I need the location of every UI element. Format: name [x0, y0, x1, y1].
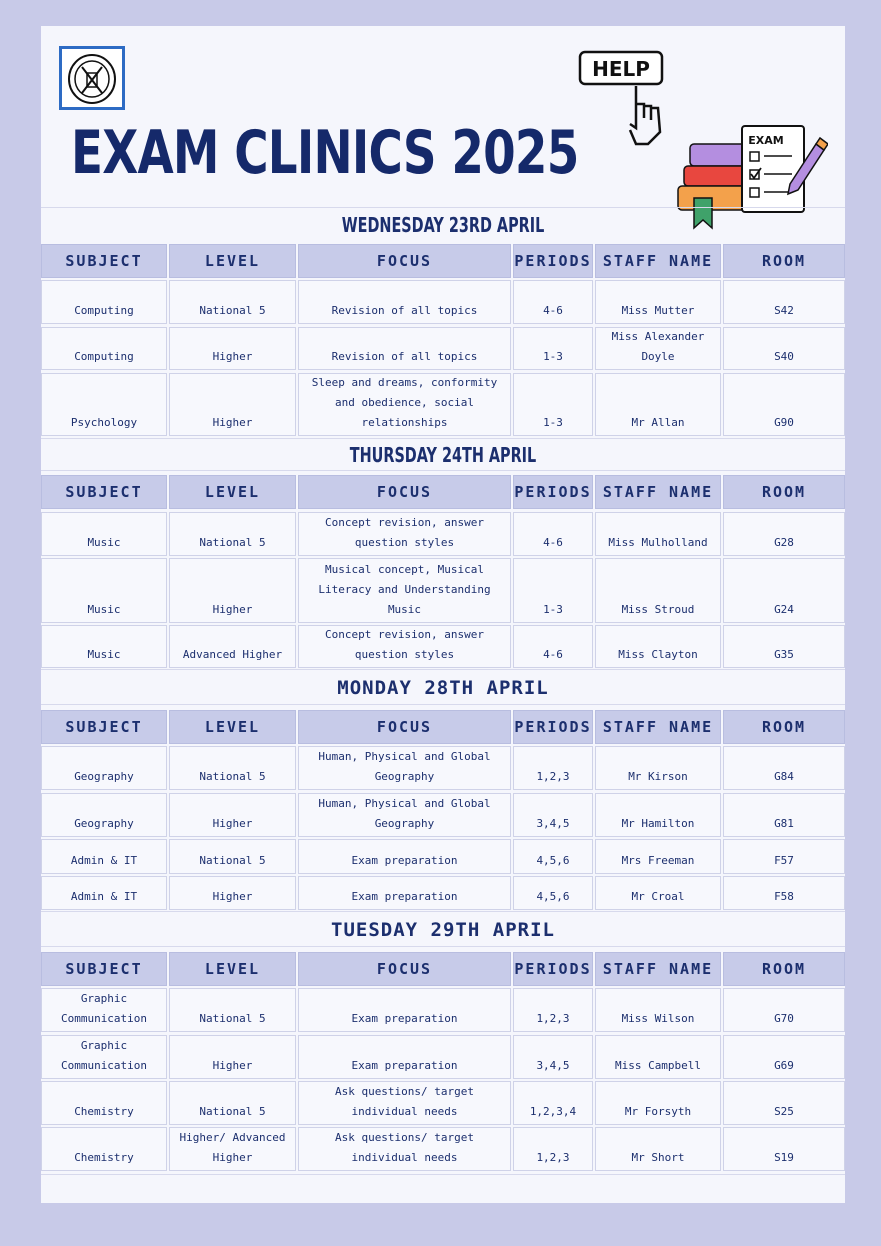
table-row [41, 839, 845, 874]
cell-focus: Exam preparation [298, 839, 511, 874]
table-row [41, 327, 845, 370]
cell-level: National 5 [169, 988, 296, 1032]
cell-room: G69 [723, 1035, 845, 1079]
day-heading: MONDAY 28TH APRIL [337, 677, 549, 699]
header-staff-name: STAFF NAME [595, 475, 721, 509]
table-header-row [41, 952, 845, 986]
divider-line [41, 911, 845, 912]
day-heading: WEDNESDAY 23RD APRIL [341, 213, 545, 237]
cell-level: National 5 [169, 280, 296, 324]
cell-room: S42 [723, 280, 845, 324]
cell-subject: Chemistry [41, 1081, 167, 1125]
cell-room: F58 [723, 876, 845, 910]
cell-focus: Human, Physical and Global Geography [298, 793, 511, 837]
cell-room: G24 [723, 558, 845, 623]
cell-periods: 4-6 [513, 512, 593, 556]
exam-help-illustration [578, 48, 828, 233]
cell-periods: 1-3 [513, 558, 593, 623]
cell-room: S40 [723, 327, 845, 370]
header-focus: FOCUS [298, 244, 511, 278]
cell-staff-name: Mr Hamilton [595, 793, 721, 837]
cell-level: Higher [169, 876, 296, 910]
cell-periods: 1,2,3 [513, 988, 593, 1032]
header-staff-name: STAFF NAME [595, 952, 721, 986]
cell-focus: Musical concept, Musical Literacy and Understanding Music [298, 558, 511, 623]
cell-room: S19 [723, 1127, 845, 1171]
divider-line [41, 207, 845, 208]
cell-room: G90 [723, 373, 845, 436]
cell-subject: Geography [41, 746, 167, 790]
cell-subject: Music [41, 512, 167, 556]
table-header-row [41, 244, 845, 278]
header-level: LEVEL [169, 244, 296, 278]
cell-room: S25 [723, 1081, 845, 1125]
school-crest-logo [59, 46, 125, 110]
table-row [41, 988, 845, 1032]
cell-periods: 4-6 [513, 280, 593, 324]
cell-focus: Sleep and dreams, conformity and obedience, social relationships [298, 373, 511, 436]
day-heading: TUESDAY 29TH APRIL [331, 919, 555, 941]
header-room: ROOM [723, 475, 845, 509]
cell-subject: Geography [41, 793, 167, 837]
header-periods: PERIODS [513, 952, 593, 986]
cell-staff-name: Mrs Freeman [595, 839, 721, 874]
header-periods: PERIODS [513, 244, 593, 278]
cell-staff-name: Miss Campbell [595, 1035, 721, 1079]
table-row [41, 1035, 845, 1079]
table-header-row [41, 710, 845, 744]
cell-subject: Admin & IT [41, 839, 167, 874]
table-row [41, 1081, 845, 1125]
header-focus: FOCUS [298, 475, 511, 509]
cell-staff-name: Mr Croal [595, 876, 721, 910]
cell-subject: Chemistry [41, 1127, 167, 1171]
cell-periods: 3,4,5 [513, 793, 593, 837]
cell-staff-name: Miss Stroud [595, 558, 721, 623]
cell-focus: Ask questions/ target individual needs [298, 1081, 511, 1125]
header-subject: SUBJECT [41, 475, 167, 509]
cell-room: G84 [723, 746, 845, 790]
table-row [41, 373, 845, 436]
header-periods: PERIODS [513, 475, 593, 509]
cell-subject: Music [41, 558, 167, 623]
header-room: ROOM [723, 710, 845, 744]
header-staff-name: STAFF NAME [595, 710, 721, 744]
cell-focus: Revision of all topics [298, 280, 511, 324]
cell-periods: 4,5,6 [513, 876, 593, 910]
cell-room: G28 [723, 512, 845, 556]
cell-level: Higher [169, 558, 296, 623]
header-focus: FOCUS [298, 710, 511, 744]
cell-subject: Psychology [41, 373, 167, 436]
cell-staff-name: Miss Clayton [595, 625, 721, 668]
page-title: EXAM CLINICS 2025 [71, 118, 579, 188]
cell-level: National 5 [169, 839, 296, 874]
cell-room: F57 [723, 839, 845, 874]
cell-staff-name: Mr Allan [595, 373, 721, 436]
header-periods: PERIODS [513, 710, 593, 744]
cell-focus: Concept revision, answer question styles [298, 512, 511, 556]
exam-label: EXAM [748, 134, 784, 147]
cell-staff-name: Mr Short [595, 1127, 721, 1171]
cell-staff-name: Miss Alexander Doyle [595, 327, 721, 370]
cell-subject: Graphic Communication [41, 1035, 167, 1079]
cell-focus: Revision of all topics [298, 327, 511, 370]
header-level: LEVEL [169, 475, 296, 509]
table-row [41, 876, 845, 910]
table-row [41, 512, 845, 556]
cell-focus: Human, Physical and Global Geography [298, 746, 511, 790]
cell-focus: Exam preparation [298, 988, 511, 1032]
cell-focus: Ask questions/ target individual needs [298, 1127, 511, 1171]
cell-periods: 1-3 [513, 373, 593, 436]
cell-level: Advanced Higher [169, 625, 296, 668]
divider-line [41, 946, 845, 947]
header-subject: SUBJECT [41, 710, 167, 744]
help-label: HELP [592, 57, 650, 81]
divider-line [41, 669, 845, 670]
divider-line [41, 704, 845, 705]
cell-staff-name: Miss Mutter [595, 280, 721, 324]
cell-level: Higher [169, 1035, 296, 1079]
cell-room: G70 [723, 988, 845, 1032]
cell-level: Higher [169, 373, 296, 436]
cell-level: Higher [169, 793, 296, 837]
cell-staff-name: Mr Forsyth [595, 1081, 721, 1125]
header-staff-name: STAFF NAME [595, 244, 721, 278]
cell-level: Higher/ Advanced Higher [169, 1127, 296, 1171]
header-subject: SUBJECT [41, 244, 167, 278]
table-row [41, 625, 845, 668]
table-header-row [41, 475, 845, 509]
divider-line [41, 1174, 845, 1175]
header-room: ROOM [723, 952, 845, 986]
cell-periods: 1-3 [513, 327, 593, 370]
cell-subject: Admin & IT [41, 876, 167, 910]
header-room: ROOM [723, 244, 845, 278]
cell-level: National 5 [169, 512, 296, 556]
cell-level: National 5 [169, 746, 296, 790]
table-row [41, 1127, 845, 1171]
cell-subject: Graphic Communication [41, 988, 167, 1032]
day-heading: THURSDAY 24TH APRIL [349, 443, 537, 467]
cell-focus: Exam preparation [298, 1035, 511, 1079]
cell-periods: 4-6 [513, 625, 593, 668]
table-row [41, 558, 845, 623]
cell-level: National 5 [169, 1081, 296, 1125]
cell-subject: Computing [41, 280, 167, 324]
cell-level: Higher [169, 327, 296, 370]
cell-staff-name: Miss Wilson [595, 988, 721, 1032]
cell-periods: 1,2,3 [513, 1127, 593, 1171]
cell-room: G81 [723, 793, 845, 837]
cell-periods: 1,2,3 [513, 746, 593, 790]
divider-line [41, 470, 845, 471]
cell-focus: Exam preparation [298, 876, 511, 910]
cell-periods: 1,2,3,4 [513, 1081, 593, 1125]
header-level: LEVEL [169, 952, 296, 986]
cell-room: G35 [723, 625, 845, 668]
table-row [41, 746, 845, 790]
cell-periods: 3,4,5 [513, 1035, 593, 1079]
header-focus: FOCUS [298, 952, 511, 986]
divider-line [41, 438, 845, 439]
cell-periods: 4,5,6 [513, 839, 593, 874]
table-row [41, 793, 845, 837]
cell-subject: Computing [41, 327, 167, 370]
header-level: LEVEL [169, 710, 296, 744]
table-row [41, 280, 845, 324]
cell-staff-name: Mr Kirson [595, 746, 721, 790]
timetable-sheet [41, 26, 845, 1203]
cell-subject: Music [41, 625, 167, 668]
cell-focus: Concept revision, answer question styles [298, 625, 511, 668]
header-subject: SUBJECT [41, 952, 167, 986]
cell-staff-name: Miss Mulholland [595, 512, 721, 556]
